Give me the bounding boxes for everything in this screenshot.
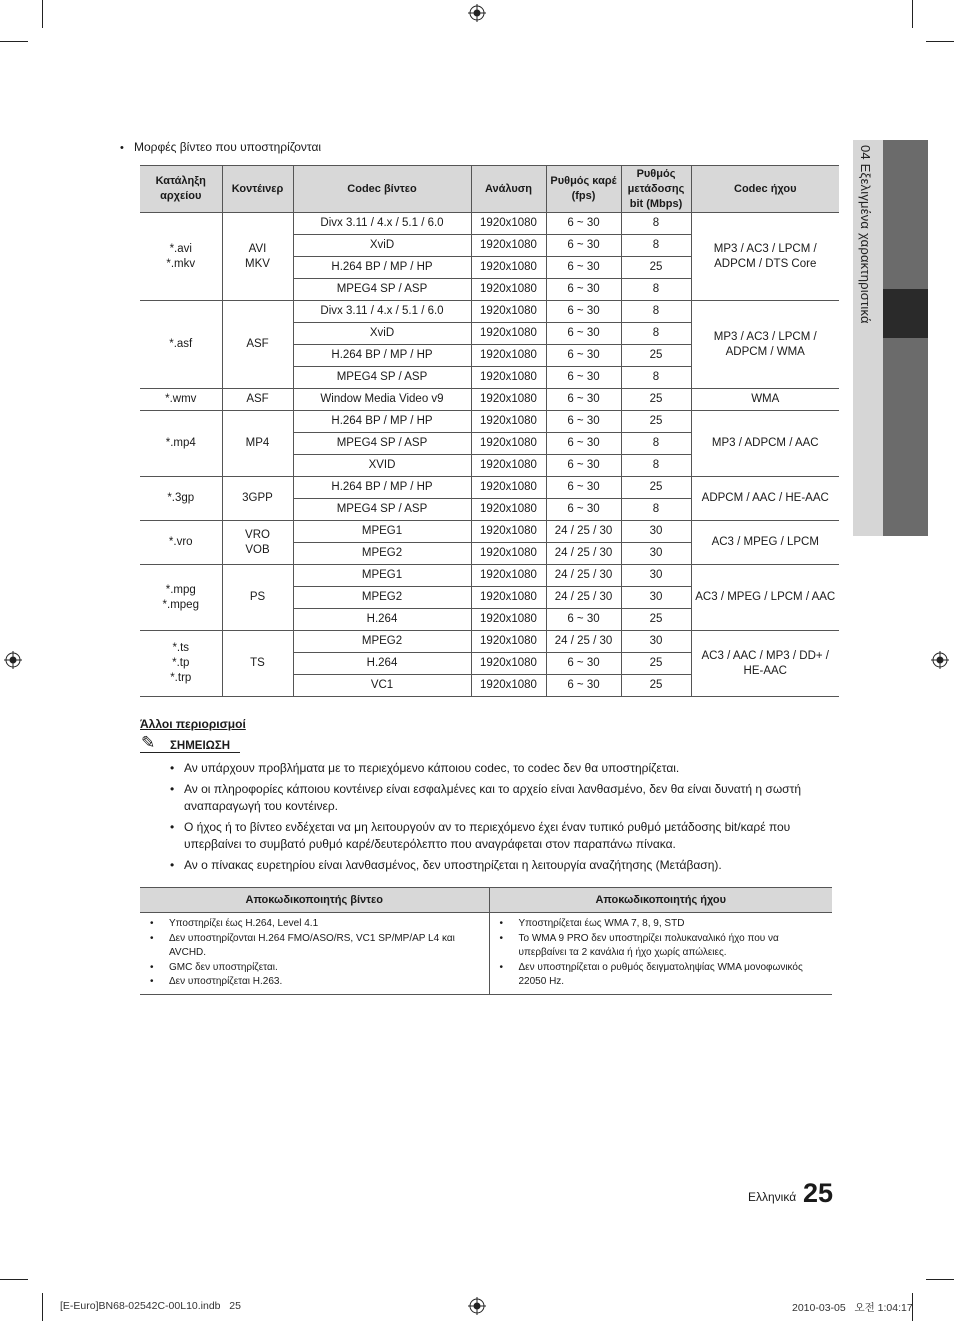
cell-bitrate: 30: [621, 587, 691, 609]
table-header-row: [140, 888, 832, 913]
crop-mark: [0, 41, 28, 42]
cell-resolution: 1920x1080: [471, 653, 546, 675]
cell-container: ASF: [222, 389, 293, 411]
table-row: [140, 477, 839, 499]
cell-audio-codec: MP3 / ADPCM / AAC: [691, 411, 839, 477]
cell-resolution: 1920x1080: [471, 455, 546, 477]
cell-extension: *.mpg *.mpeg: [140, 565, 222, 631]
cell-resolution: 1920x1080: [471, 367, 546, 389]
cell-video-codec: MPEG1: [293, 521, 471, 543]
bullet-icon: •: [170, 820, 175, 834]
cell-bitrate: 25: [621, 257, 691, 279]
cell-resolution: 1920x1080: [471, 279, 546, 301]
header-frame-rate: Ρυθμός καρέ (fps): [546, 166, 621, 213]
cell-resolution: 1920x1080: [471, 411, 546, 433]
table-row: [140, 411, 839, 433]
cell-video-codec: MPEG1: [293, 565, 471, 587]
registration-mark-icon: [468, 1297, 486, 1315]
cell-resolution: 1920x1080: [471, 389, 546, 411]
cell-container: 3GPP: [222, 477, 293, 521]
cell-resolution: 1920x1080: [471, 323, 546, 345]
cell-video-codec: MPEG4 SP / ASP: [293, 433, 471, 455]
decoder-table: [140, 887, 832, 995]
side-tab-active-marker: [883, 289, 928, 338]
header-container: Κοντέινερ: [222, 166, 293, 213]
cell-extension: *.avi *.mkv: [140, 213, 222, 301]
list-item: • Αν υπάρχουν προβλήματα με το περιεχόμενο κάποιου codec, το codec δεν θα υποστηρίζεται.: [170, 761, 680, 775]
cell-frame-rate: 6 ~ 30: [546, 477, 621, 499]
cell-video-codec: Window Media Video v9: [293, 389, 471, 411]
crop-mark: [926, 41, 954, 42]
cell-bitrate: 25: [621, 675, 691, 697]
cell-frame-rate: 6 ~ 30: [546, 345, 621, 367]
list-item: • GMC δεν υποστηρίζεται.: [150, 961, 278, 973]
audio-decoder-cell: [489, 913, 832, 995]
table-row: [140, 913, 832, 995]
cell-frame-rate: 6 ~ 30: [546, 389, 621, 411]
cell-bitrate: 30: [621, 521, 691, 543]
table-row: [140, 631, 839, 653]
cell-video-codec: XVID: [293, 455, 471, 477]
cell-frame-rate: 6 ~ 30: [546, 257, 621, 279]
bullet-icon: •: [170, 782, 175, 796]
cell-frame-rate: 6 ~ 30: [546, 213, 621, 235]
cell-frame-rate: 6 ~ 30: [546, 323, 621, 345]
cell-bitrate: 8: [621, 279, 691, 301]
cell-container: TS: [222, 631, 293, 697]
cell-extension: *.mp4: [140, 411, 222, 477]
cell-video-codec: H.264 BP / MP / HP: [293, 477, 471, 499]
cell-frame-rate: 24 / 25 / 30: [546, 543, 621, 565]
header-audio-codec: Codec ήχου: [691, 166, 839, 213]
cell-frame-rate: 6 ~ 30: [546, 653, 621, 675]
cell-bitrate: 30: [621, 543, 691, 565]
cell-resolution: 1920x1080: [471, 433, 546, 455]
crop-mark: [0, 1279, 28, 1280]
cell-audio-codec: AC3 / MPEG / LPCM / AAC: [691, 565, 839, 631]
cell-frame-rate: 6 ~ 30: [546, 235, 621, 257]
cell-video-codec: H.264: [293, 609, 471, 631]
note-label: ΣΗΜΕΙΩΣΗ: [170, 740, 231, 752]
cell-bitrate: 8: [621, 323, 691, 345]
video-decoder-header: Αποκωδικοποιητής βίντεο: [140, 888, 489, 913]
chapter-label: 04 Εξελιγμένα χαρακτηριστικά: [858, 145, 873, 324]
pencil-note-icon: ✎: [141, 733, 156, 752]
cell-extension: *.3gp: [140, 477, 222, 521]
cell-bitrate: 25: [621, 411, 691, 433]
bullet-icon: •: [170, 858, 175, 872]
cell-video-codec: H.264 BP / MP / HP: [293, 411, 471, 433]
table-row: [140, 521, 839, 543]
table-row: [140, 389, 839, 411]
registration-mark-icon: [4, 651, 22, 669]
side-tab-dark-strip: [883, 140, 928, 536]
cell-video-codec: H.264 BP / MP / HP: [293, 257, 471, 279]
crop-mark: [912, 0, 913, 28]
header-video-codec: Codec βίντεο: [293, 166, 471, 213]
bullet-icon: •: [120, 142, 124, 154]
cell-resolution: 1920x1080: [471, 477, 546, 499]
cell-extension: *.ts *.tp *.trp: [140, 631, 222, 697]
registration-mark-icon: [468, 4, 486, 22]
cell-frame-rate: 24 / 25 / 30: [546, 587, 621, 609]
cell-resolution: 1920x1080: [471, 301, 546, 323]
audio-decoder-header: Αποκωδικοποιητής ήχου: [489, 888, 832, 913]
cell-bitrate: 8: [621, 213, 691, 235]
table-row: [140, 301, 839, 323]
cell-audio-codec: ADPCM / AAC / HE-AAC: [691, 477, 839, 521]
cell-frame-rate: 6 ~ 30: [546, 411, 621, 433]
cell-container: ASF: [222, 301, 293, 389]
cell-video-codec: MPEG2: [293, 631, 471, 653]
cell-frame-rate: 6 ~ 30: [546, 609, 621, 631]
cell-video-codec: MPEG4 SP / ASP: [293, 367, 471, 389]
list-item: • Αν οι πληροφορίες κάποιου κοντέινερ είναι εσφαλμένες και το αρχείο είναι λανθασμένο, δεν θα είναι δυνατή η σωστή αναπαραγωγή του κοντέινερ.: [170, 782, 802, 813]
list-item: • Δεν υποστηρίζεται ο ρυθμός δειγματοληψίας WMA μονοφωνικός 22050 Hz.: [499, 961, 803, 987]
list-item: • Αν ο πίνακας ευρετηρίου είναι λανθασμένος, δεν υποστηρίζεται η λειτουργία αναζήτησης (Μετάβαση).: [170, 858, 722, 872]
cell-resolution: 1920x1080: [471, 609, 546, 631]
cell-bitrate: 8: [621, 455, 691, 477]
cell-frame-rate: 24 / 25 / 30: [546, 565, 621, 587]
cell-video-codec: Divx 3.11 / 4.x / 5.1 / 6.0: [293, 301, 471, 323]
cell-bitrate: 8: [621, 235, 691, 257]
cell-frame-rate: 24 / 25 / 30: [546, 631, 621, 653]
cell-resolution: 1920x1080: [471, 675, 546, 697]
cell-audio-codec: WMA: [691, 389, 839, 411]
list-item: • Υποστηρίζει έως H.264, Level 4.1: [150, 918, 319, 929]
cell-resolution: 1920x1080: [471, 235, 546, 257]
cell-video-codec: MPEG2: [293, 587, 471, 609]
cell-resolution: 1920x1080: [471, 257, 546, 279]
header-bitrate: Ρυθμός μετάδοσης bit (Mbps): [621, 166, 691, 213]
footer-language: Ελληνικά: [748, 1190, 797, 1204]
list-item: • Δεν υποστηρίζεται H.263.: [150, 976, 283, 987]
cell-bitrate: 25: [621, 389, 691, 411]
bullet-icon: •: [170, 761, 175, 775]
cell-resolution: 1920x1080: [471, 543, 546, 565]
crop-mark: [42, 0, 43, 28]
cell-frame-rate: 6 ~ 30: [546, 433, 621, 455]
cell-extension: *.wmv: [140, 389, 222, 411]
table-row: [140, 565, 839, 587]
cell-frame-rate: 6 ~ 30: [546, 367, 621, 389]
cell-bitrate: 25: [621, 477, 691, 499]
crop-mark: [42, 1293, 43, 1321]
cell-resolution: 1920x1080: [471, 587, 546, 609]
restrictions-title: Άλλοι περιορισμοί: [140, 717, 246, 731]
cell-video-codec: XviD: [293, 323, 471, 345]
header-extension: Κατάληξη αρχείου: [140, 166, 222, 213]
cell-video-codec: H.264 BP / MP / HP: [293, 345, 471, 367]
cell-container: AVI MKV: [222, 213, 293, 301]
list-item: • Δεν υποστηρίζονται H.264 FMO/ASO/RS, VC1 SP/MP/AP L4 και AVCHD.: [150, 932, 455, 958]
crop-mark: [926, 1279, 954, 1280]
cell-bitrate: 8: [621, 499, 691, 521]
cell-container: MP4: [222, 411, 293, 477]
cell-bitrate: 25: [621, 609, 691, 631]
list-item: • Το WMA 9 PRO δεν υποστηρίζει πολυκαναλικό ήχο που να υπερβαίνει τα 2 κανάλια ή ήχο χωρίς απώλειες.: [499, 932, 779, 958]
footer-date-info: 2010-03-05 오전 1:04:17: [792, 1302, 913, 1314]
footer-file-info: [E-Euro]BN68-02542C-00L10.indb 25: [60, 1300, 241, 1312]
cell-container: PS: [222, 565, 293, 631]
cell-bitrate: 25: [621, 653, 691, 675]
cell-frame-rate: 24 / 25 / 30: [546, 521, 621, 543]
audio-decoder-list: [498, 917, 827, 990]
cell-audio-codec: AC3 / AAC / MP3 / DD+ / HE-AAC: [691, 631, 839, 697]
list-item: • Υποστηρίζεται έως WMA 7, 8, 9, STD: [499, 918, 685, 929]
video-decoder-list: [148, 917, 483, 990]
cell-resolution: 1920x1080: [471, 345, 546, 367]
cell-audio-codec: MP3 / AC3 / LPCM / ADPCM / DTS Core: [691, 213, 839, 301]
list-item: • Ο ήχος ή το βίντεο ενδέχεται να μη λειτουργούν αν το περιεχόμενο έχει έναν τυπικό ρυθμό μετάδοσης bit/καρέ που υπερβαίνει το συμβατό ρυθμό καρέ/δευτερόλεπτο που αναγράφεται στον παραπάνω πίνακα.: [170, 820, 791, 851]
cell-extension: *.vro: [140, 521, 222, 565]
cell-frame-rate: 6 ~ 30: [546, 279, 621, 301]
cell-frame-rate: 6 ~ 30: [546, 301, 621, 323]
cell-frame-rate: 6 ~ 30: [546, 455, 621, 477]
video-decoder-cell: [140, 913, 489, 995]
cell-frame-rate: 6 ~ 30: [546, 675, 621, 697]
notes-list: [170, 760, 835, 878]
chapter-side-tab: [853, 140, 928, 536]
cell-bitrate: 30: [621, 631, 691, 653]
cell-audio-codec: AC3 / MPEG / LPCM: [691, 521, 839, 565]
cell-bitrate: 8: [621, 301, 691, 323]
cell-bitrate: 8: [621, 367, 691, 389]
video-formats-table: [140, 165, 839, 697]
cell-resolution: 1920x1080: [471, 499, 546, 521]
cell-frame-rate: 6 ~ 30: [546, 499, 621, 521]
cell-video-codec: XviD: [293, 235, 471, 257]
section-heading-text: Μορφές βίντεο που υποστηρίζονται: [134, 140, 322, 154]
cell-container: VRO VOB: [222, 521, 293, 565]
table-row: [140, 213, 839, 235]
cell-video-codec: MPEG4 SP / ASP: [293, 499, 471, 521]
cell-resolution: 1920x1080: [471, 631, 546, 653]
cell-bitrate: 25: [621, 345, 691, 367]
cell-video-codec: VC1: [293, 675, 471, 697]
cell-video-codec: H.264: [293, 653, 471, 675]
registration-mark-icon: [931, 651, 949, 669]
table-header-row: [140, 166, 839, 213]
cell-resolution: 1920x1080: [471, 213, 546, 235]
cell-bitrate: 8: [621, 433, 691, 455]
cell-video-codec: MPEG2: [293, 543, 471, 565]
header-resolution: Ανάλυση: [471, 166, 546, 213]
cell-audio-codec: MP3 / AC3 / LPCM / ADPCM / WMA: [691, 301, 839, 389]
cell-resolution: 1920x1080: [471, 565, 546, 587]
cell-resolution: 1920x1080: [471, 521, 546, 543]
cell-bitrate: 30: [621, 565, 691, 587]
page-number: 25: [803, 1178, 834, 1208]
cell-extension: *.asf: [140, 301, 222, 389]
section-heading: [120, 140, 321, 154]
cell-video-codec: MPEG4 SP / ASP: [293, 279, 471, 301]
cell-video-codec: Divx 3.11 / 4.x / 5.1 / 6.0: [293, 213, 471, 235]
